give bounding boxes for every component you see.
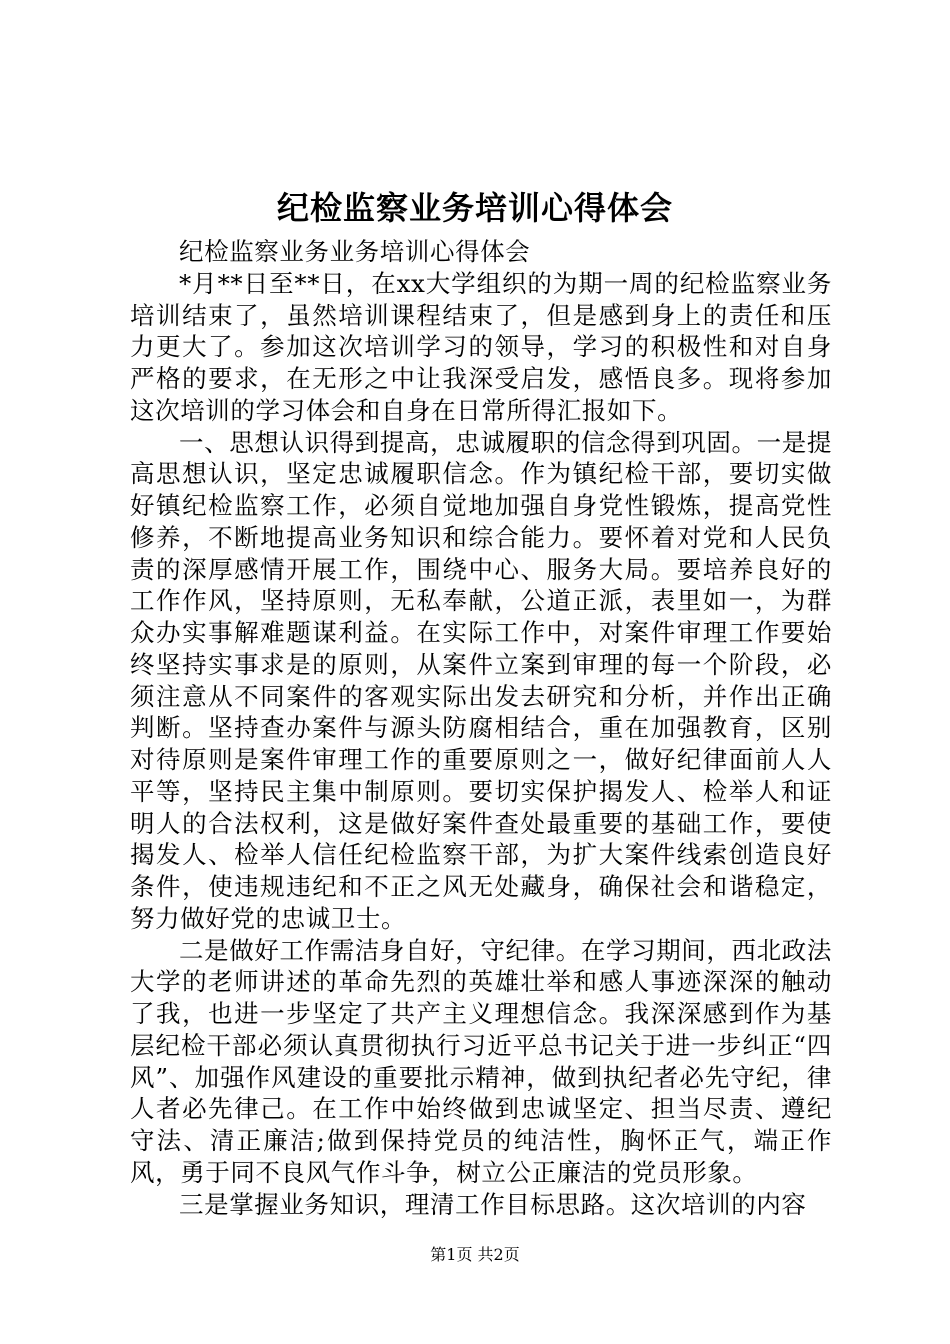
section-two-paragraph: 二是做好工作需洁身自好，守纪律。在学习期间，西北政法大学的老师讲述的革命先烈的英雄壮举和感人事迹深深的触动了我，也进一步坚定了共产主义理想信念。我深深感到作为基层纪检干部必须认真贯彻执行习近平总书记关于进一步纠正“四风”、加强作风建设的重要批示精神，做到执纪者必先守纪，律人者必先律己。在工作中始终做到忠诚坚定、担当尽责、遵纪守法、清正廉洁;做到保持党员的纯洁性，胸怀正气，端正作风，勇于同不良风气作斗争，树立公正廉洁的党员形象。 bbox=[130, 935, 832, 1187]
document-body bbox=[130, 236, 832, 1220]
document-title: 纪检监察业务培训心得体会 bbox=[276, 189, 673, 227]
intro-paragraph: *月**日至**日，在xx大学组织的为期一周的纪检监察业务培训结束了，虽然培训课程结束了，但是感到身上的责任和压力更大了。参加这次培训学习的领导，学习的积极性和对自身严格的要求，在无形之中让我深受启发，感悟良多。现将参加这次培训的学习体会和自身在日常所得汇报如下。 bbox=[130, 268, 832, 425]
subtitle-paragraph: 纪检监察业务业务培训心得体会 bbox=[179, 237, 531, 266]
section-three-paragraph: 三是掌握业务知识，理清工作目标思路。这次培训的内容 bbox=[179, 1189, 807, 1219]
page-number-footer: 第1页 共2页 bbox=[430, 1245, 520, 1264]
section-one-paragraph: 一、思想认识得到提高，忠诚履职的信念得到巩固。一是提高思想认识，坚定忠诚履职信念。作为镇纪检干部，要切实做好镇纪检监察工作，必须自觉地加强自身党性锻炼，提高党性修养，不断地提高业务知识和综合能力。要怀着对党和人民负责的深厚感情开展工作，围绕中心、服务大局。要培养良好的工作作风，坚持原则，无私奉献，公道正派，表里如一，为群众办实事解难题谋利益。在实际工作中，对案件审理工作要始终坚持实事求是的原则，从案件立案到审理的每一个阶段，必须注意从不同案件的客观实际出发去研究和分析，并作出正确判断。坚持查办案件与源头防腐相结合，重在加强教育，区别对待原则是案件审理工作的重要原则之一，做好纪律面前人人平等，坚持民主集中制原则。要切实保护揭发人、检举人和证明人的合法权利，这是做好案件查处最重要的基础工作，要使揭发人、检举人信任纪检监察干部，为扩大案件线索创造良好条件，使违规违纪和不正之风无处藏身，确保社会和谐稳定，努力做好党的忠诚卫士。 bbox=[130, 427, 832, 933]
